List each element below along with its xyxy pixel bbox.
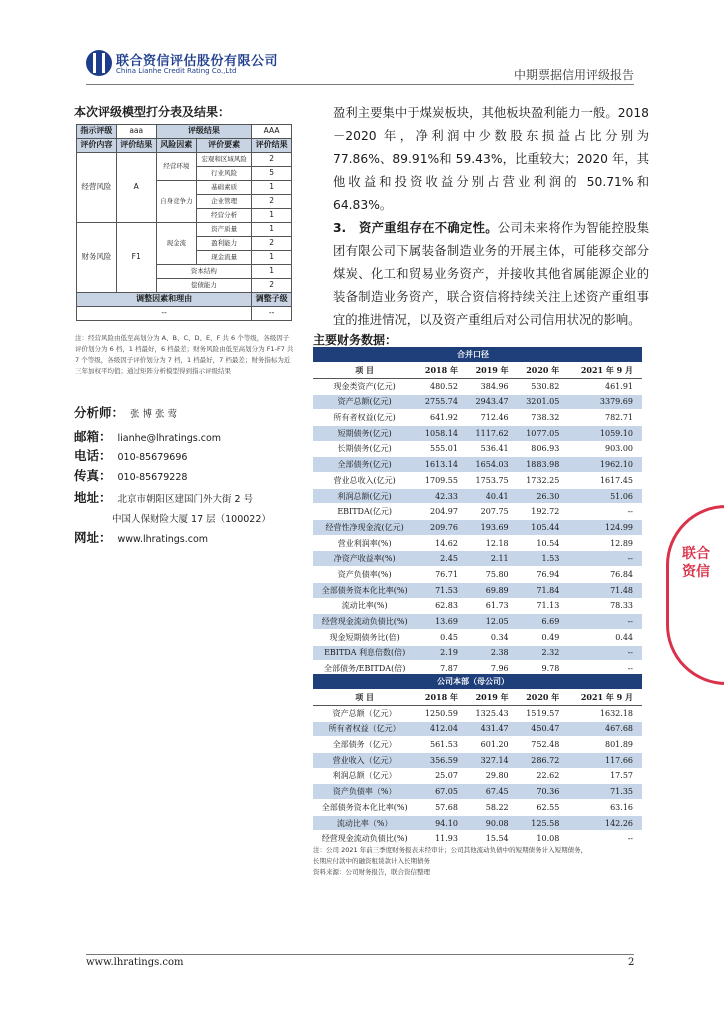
table-row <box>313 394 642 410</box>
risk-score: 2 <box>252 237 292 251</box>
web-line <box>74 528 208 546</box>
risk-element: 基础素质 <box>197 181 252 195</box>
analyst-value: 张 博 张 莺 <box>130 409 178 420</box>
risk-element: 盈利能力 <box>197 237 252 251</box>
cell-value: 75.80 <box>467 567 518 583</box>
cell-value: AAA <box>252 125 292 139</box>
score-table-row <box>77 307 292 321</box>
cell-value: 450.47 <box>518 721 569 737</box>
cell-value: -- <box>568 614 642 630</box>
risk-factor: 经营环境 <box>156 153 196 181</box>
address-value-2: 中国人保财险大厦 17 层（100022） <box>112 514 271 525</box>
risk-score: 1 <box>252 223 292 237</box>
table-row <box>313 425 642 441</box>
web-value: www.lhratings.com <box>117 534 209 545</box>
cell-value: 7.96 <box>467 661 518 677</box>
cell-value: 1654.03 <box>467 457 518 473</box>
table-row <box>313 721 642 737</box>
fax-line <box>74 466 187 484</box>
cell-value: 15.54 <box>467 831 518 847</box>
cell-value: 903.00 <box>568 441 642 457</box>
cell-value: 782.71 <box>568 410 642 426</box>
row-label: 经营现金流动负债比(%) <box>313 614 416 630</box>
cell-value: 142.26 <box>568 815 642 831</box>
cell-value: 0.44 <box>568 629 642 645</box>
header-divider <box>86 84 634 85</box>
cell-value: 412.04 <box>416 721 467 737</box>
cell-value: 467.68 <box>568 721 642 737</box>
cell-value: 806.93 <box>518 441 569 457</box>
table-caption: 合并口径 <box>313 347 642 363</box>
adjust-value: -- <box>252 307 292 321</box>
risk-score: 5 <box>252 167 292 181</box>
score-note: 注：经营风险由低至高划分为 A、B、C、D、E、F 共 6 个等级，各级因子评价划分为 6 档，1 档最好，6 档最差；财务风险由低至高划分为 F1-F7 共 7 个等级，各级因子评价划分为 7 档，1 档最好，7 档最差；财务指标为近三年加权平均值；通过矩阵分析模型得到指示评级结果 <box>75 334 294 375</box>
cell-value: 2755.74 <box>416 394 467 410</box>
item-number: 3. <box>333 221 347 235</box>
table-row <box>313 582 642 598</box>
risk-score: 2 <box>252 279 292 293</box>
table-row <box>313 410 642 426</box>
table-row <box>313 768 642 784</box>
table-row <box>313 800 642 816</box>
analyst-label: 分析师： <box>74 405 125 420</box>
row-label: 利润总额(亿元) <box>313 488 416 504</box>
report-type: 中期票据信用评级报告 <box>513 68 634 82</box>
paragraph: 盈利主要集中于煤炭板块，其他板块盈利能力一般。2018－2020 年，净利润中少数股东损益占比分别为 77.86%、89.91%和 59.43%，比重较大；2020 年，其他收益和投资收益分别占营业利润的 50.71%和 64.83%。 <box>333 106 649 212</box>
cell-value: 9.78 <box>518 661 569 677</box>
cell-value: 192.72 <box>518 504 569 520</box>
cell-value: 1077.05 <box>518 425 569 441</box>
row-label: 资产负债率(%) <box>313 567 416 583</box>
cell-value: 67.45 <box>467 784 518 800</box>
cell-value: 2.19 <box>416 645 467 661</box>
cell-value: 193.69 <box>467 520 518 536</box>
adjust-header: 调整子级 <box>252 293 292 307</box>
risk-element: 行业风险 <box>197 167 252 181</box>
cell-value: 62.83 <box>416 598 467 614</box>
parent-table <box>313 674 642 847</box>
table-row <box>313 535 642 551</box>
cell-value: 71.13 <box>518 598 569 614</box>
cell-value: 327.14 <box>467 752 518 768</box>
company-seal-text: 联合资信 <box>682 546 710 580</box>
cell-value: 530.82 <box>518 378 569 394</box>
table-row <box>313 567 642 583</box>
table-caption-row <box>313 674 642 690</box>
address-value-1: 北京市朝阳区建国门外大街 2 号 <box>117 494 254 505</box>
table-row <box>313 784 642 800</box>
cell-value: 70.36 <box>518 784 569 800</box>
cell-value: -- <box>568 831 642 847</box>
cell-value: 1325.43 <box>467 705 518 721</box>
cell-value: 57.68 <box>416 800 467 816</box>
row-label: 全部债务资本化比率(%) <box>313 800 416 816</box>
cell-value: 1632.18 <box>568 705 642 721</box>
table-row <box>313 645 642 661</box>
cell-label: 评价结果 <box>116 139 156 153</box>
cell-value: 555.01 <box>416 441 467 457</box>
row-label: 现金类资产(亿元) <box>313 378 416 394</box>
row-label: 经营现金流动负债比(%) <box>313 831 416 847</box>
cell-value: 1117.62 <box>467 425 518 441</box>
cell-value: 480.52 <box>416 378 467 394</box>
table-caption: 公司本部（母公司） <box>313 674 642 690</box>
table-row <box>313 473 642 489</box>
score-table-row <box>77 153 292 167</box>
fax-label: 传真： <box>74 468 112 483</box>
cell-value: 6.69 <box>518 614 569 630</box>
table-row <box>313 378 642 394</box>
analyst-line <box>74 403 177 421</box>
cell-value: 209.76 <box>416 520 467 536</box>
column-header: 2020 年 <box>518 690 569 706</box>
fax-value: 010-85679228 <box>117 472 188 483</box>
cell-value: 1962.10 <box>568 457 642 473</box>
cell-value: 124.99 <box>568 520 642 536</box>
address-label: 地址： <box>74 490 112 505</box>
cell-value: 3201.05 <box>518 394 569 410</box>
row-label: 流动比率(%) <box>313 598 416 614</box>
cell-value: 536.41 <box>467 441 518 457</box>
address-line <box>74 488 253 506</box>
row-label: 资产负债率（%） <box>313 784 416 800</box>
adjust-value: -- <box>77 307 252 321</box>
table-row <box>313 705 642 721</box>
table-header-row <box>313 690 642 706</box>
risk-score: 1 <box>252 251 292 265</box>
cell-value: 2.45 <box>416 551 467 567</box>
cell-value: -- <box>568 661 642 677</box>
cell-value: 2.32 <box>518 645 569 661</box>
company-seal <box>666 505 724 685</box>
cell-value: 17.57 <box>568 768 642 784</box>
cell-value: 51.06 <box>568 488 642 504</box>
cell-value: 1058.14 <box>416 425 467 441</box>
cell-label: 评级结果 <box>156 125 252 139</box>
row-label: 营业收入（亿元） <box>313 752 416 768</box>
row-label: 现金短期债务比(倍) <box>313 629 416 645</box>
cell-value: 117.66 <box>568 752 642 768</box>
cell-label: 评价要素 <box>197 139 252 153</box>
score-table-row <box>77 293 292 307</box>
risk-score: 1 <box>252 209 292 223</box>
cell-value: 76.84 <box>568 567 642 583</box>
cell-label: 评价内容 <box>77 139 117 153</box>
cell-value: -- <box>568 504 642 520</box>
table-row <box>313 598 642 614</box>
cell-value: 738.32 <box>518 410 569 426</box>
table-row <box>313 488 642 504</box>
note-line: 注：公司 2021 年前三季度财务报表未经审计；公司其他流动负债中的短期债务计入短期债务， <box>313 846 588 854</box>
footer-divider <box>86 954 634 955</box>
cell-value: 286.72 <box>518 752 569 768</box>
row-label: 营业总收入(亿元) <box>313 473 416 489</box>
cell-value: 1250.59 <box>416 705 467 721</box>
financial-risk-label: 财务风险 <box>77 223 117 293</box>
footer-url: www.lhratings.com <box>86 957 184 968</box>
table-row <box>313 551 642 567</box>
score-table-row <box>77 125 292 139</box>
cell-value: 431.47 <box>467 721 518 737</box>
cell-value: -- <box>568 551 642 567</box>
row-label: 全部债务资本化比率(%) <box>313 582 416 598</box>
table-caption-row <box>313 347 642 363</box>
cell-value: 14.62 <box>416 535 467 551</box>
row-label: 利润总额（亿元） <box>313 768 416 784</box>
cell-value: 76.94 <box>518 567 569 583</box>
body-text <box>333 102 649 332</box>
note-line: 长期应付款中的融资租赁款计入长期债务 <box>313 857 430 865</box>
cell-value: 12.05 <box>467 614 518 630</box>
row-label: 经营性净现金流(亿元) <box>313 520 416 536</box>
risk-item-3 <box>333 217 649 332</box>
cell-value: aaa <box>116 125 156 139</box>
cell-value: 384.96 <box>467 378 518 394</box>
cell-value: 1613.14 <box>416 457 467 473</box>
cell-value: 61.73 <box>467 598 518 614</box>
cell-value: 22.62 <box>518 768 569 784</box>
cell-value: 94.10 <box>416 815 467 831</box>
table-header-row <box>313 363 642 379</box>
cell-value: 12.89 <box>568 535 642 551</box>
risk-element: 企业管理 <box>197 195 252 209</box>
cell-value: 0.45 <box>416 629 467 645</box>
cell-value: 0.34 <box>467 629 518 645</box>
column-header: 2019 年 <box>467 363 518 379</box>
financial-risk-result: F1 <box>116 223 156 293</box>
cell-value: 71.48 <box>568 582 642 598</box>
cell-value: 62.55 <box>518 800 569 816</box>
cell-label: 评价结果 <box>252 139 292 153</box>
cell-value: 1617.45 <box>568 473 642 489</box>
risk-element: 经营分析 <box>197 209 252 223</box>
cell-value: 641.92 <box>416 410 467 426</box>
score-section-title: 本次评级模型打分表及结果： <box>74 105 231 119</box>
email-label: 邮箱： <box>74 429 112 444</box>
score-table-row <box>77 223 292 237</box>
row-label: 资产总额(亿元) <box>313 394 416 410</box>
table-row <box>313 504 642 520</box>
score-table-row <box>77 139 292 153</box>
row-label: 短期债务(亿元) <box>313 425 416 441</box>
table-row <box>313 457 642 473</box>
cell-value: 10.08 <box>518 831 569 847</box>
cell-value: 801.89 <box>568 737 642 753</box>
cell-value: 1732.25 <box>518 473 569 489</box>
cell-value: 26.30 <box>518 488 569 504</box>
risk-factor: 偿债能力 <box>156 279 252 293</box>
row-label: EBITDA(亿元) <box>313 504 416 520</box>
column-header: 2020 年 <box>518 363 569 379</box>
table-row <box>313 737 642 753</box>
cell-value: 1519.57 <box>518 705 569 721</box>
row-label: EBITDA 利息倍数(倍) <box>313 645 416 661</box>
cell-value: 125.58 <box>518 815 569 831</box>
column-header: 2019 年 <box>467 690 518 706</box>
cell-value: 1709.55 <box>416 473 467 489</box>
cell-value: 71.35 <box>568 784 642 800</box>
risk-factor: 资本结构 <box>156 265 252 279</box>
table-row <box>313 520 642 536</box>
cell-value: 356.59 <box>416 752 467 768</box>
adjust-header: 调整因素和理由 <box>77 293 252 307</box>
cell-value: 3379.69 <box>568 394 642 410</box>
phone-label: 电话： <box>74 448 112 463</box>
risk-element: 现金流量 <box>197 251 252 265</box>
cell-value: 461.91 <box>568 378 642 394</box>
cell-value: -- <box>568 645 642 661</box>
cell-value: 69.89 <box>467 582 518 598</box>
company-name-cn: 联合资信评估股份有限公司 <box>116 54 279 69</box>
cell-label: 风险因素 <box>156 139 196 153</box>
cell-value: 2.38 <box>467 645 518 661</box>
cell-label: 指示评级 <box>77 125 117 139</box>
column-header: 2021 年 9 月 <box>568 363 642 379</box>
note-line: 资料来源：公司财务报告，联合资信整理 <box>313 868 430 876</box>
cell-value: 7.87 <box>416 661 467 677</box>
row-label: 所有者权益(亿元) <box>313 410 416 426</box>
score-table <box>76 124 292 321</box>
financials-note <box>313 845 643 878</box>
column-header: 2018 年 <box>416 690 467 706</box>
cell-value: 71.84 <box>518 582 569 598</box>
email-value: lianhe@lhratings.com <box>117 433 222 444</box>
table-row <box>313 752 642 768</box>
risk-score: 2 <box>252 195 292 209</box>
cell-value: 42.33 <box>416 488 467 504</box>
risk-factor: 自身竞争力 <box>156 181 196 223</box>
page-number: 2 <box>628 957 635 968</box>
column-header: 2018 年 <box>416 363 467 379</box>
table-row <box>313 614 642 630</box>
company-name-en: China Lianhe Credit Rating Co.,Ltd <box>116 67 237 75</box>
row-label: 长期债务(亿元) <box>313 441 416 457</box>
cell-value: 1.53 <box>518 551 569 567</box>
cell-value: 76.71 <box>416 567 467 583</box>
risk-score: 1 <box>252 181 292 195</box>
business-risk-result: A <box>116 153 156 223</box>
risk-element: 资产质量 <box>197 223 252 237</box>
row-label: 全部债务（亿元） <box>313 737 416 753</box>
cell-value: 1883.98 <box>518 457 569 473</box>
column-header: 项 目 <box>313 690 416 706</box>
row-label: 流动比率（%） <box>313 815 416 831</box>
cell-value: 1753.75 <box>467 473 518 489</box>
cell-value: 11.93 <box>416 831 467 847</box>
phone-line <box>74 446 187 464</box>
cell-value: 561.53 <box>416 737 467 753</box>
company-logo-icon <box>86 50 112 76</box>
web-label: 网址： <box>74 530 112 545</box>
cell-value: 12.18 <box>467 535 518 551</box>
cell-value: 712.46 <box>467 410 518 426</box>
risk-element: 宏观和区域风险 <box>197 153 252 167</box>
cell-value: 2.11 <box>467 551 518 567</box>
cell-value: 207.75 <box>467 504 518 520</box>
cell-value: 2943.47 <box>467 394 518 410</box>
row-label: 全部债务(亿元) <box>313 457 416 473</box>
cell-value: 58.22 <box>467 800 518 816</box>
cell-value: 40.41 <box>467 488 518 504</box>
cell-value: 1059.10 <box>568 425 642 441</box>
financials-title: 主要财务数据： <box>313 333 398 347</box>
cell-value: 90.08 <box>467 815 518 831</box>
cell-value: 67.05 <box>416 784 467 800</box>
cell-value: 752.48 <box>518 737 569 753</box>
email-line <box>74 427 221 445</box>
cell-value: 10.54 <box>518 535 569 551</box>
row-label: 资产总额（亿元） <box>313 705 416 721</box>
column-header: 项 目 <box>313 363 416 379</box>
cell-value: 78.33 <box>568 598 642 614</box>
risk-factor: 现金流 <box>156 223 196 265</box>
cell-value: 71.53 <box>416 582 467 598</box>
table-row <box>313 441 642 457</box>
cell-value: 0.49 <box>518 629 569 645</box>
phone-value: 010-85679696 <box>117 452 188 463</box>
cell-value: 601.20 <box>467 737 518 753</box>
table-row <box>313 629 642 645</box>
business-risk-label: 经营风险 <box>77 153 117 223</box>
cell-value: 13.69 <box>416 614 467 630</box>
cell-value: 25.07 <box>416 768 467 784</box>
risk-score: 2 <box>252 153 292 167</box>
consolidated-table <box>313 347 642 677</box>
cell-value: 29.80 <box>467 768 518 784</box>
table-row <box>313 815 642 831</box>
item-text: 公司未来将作为智能控股集团有限公司下属装备制造业务的开展主体，可能移交部分煤炭、化工和贸易业务资产，并接收其他省属能源企业的装备制造业务资产，联合资信将持续关注上述资产重组事宜的推进情况，以及资产重组后对公司信用状况的影响。 <box>333 221 649 327</box>
cell-value: 63.16 <box>568 800 642 816</box>
risk-score: 1 <box>252 265 292 279</box>
row-label: 净资产收益率(%) <box>313 551 416 567</box>
cell-value: 204.97 <box>416 504 467 520</box>
row-label: 全部债务/EBITDA(倍) <box>313 661 416 677</box>
item-heading: 资产重组存在不确定性。 <box>358 221 498 235</box>
cell-value: 105.44 <box>518 520 569 536</box>
column-header: 2021 年 9 月 <box>568 690 642 706</box>
row-label: 所有者权益（亿元） <box>313 721 416 737</box>
row-label: 营业利润率(%) <box>313 535 416 551</box>
